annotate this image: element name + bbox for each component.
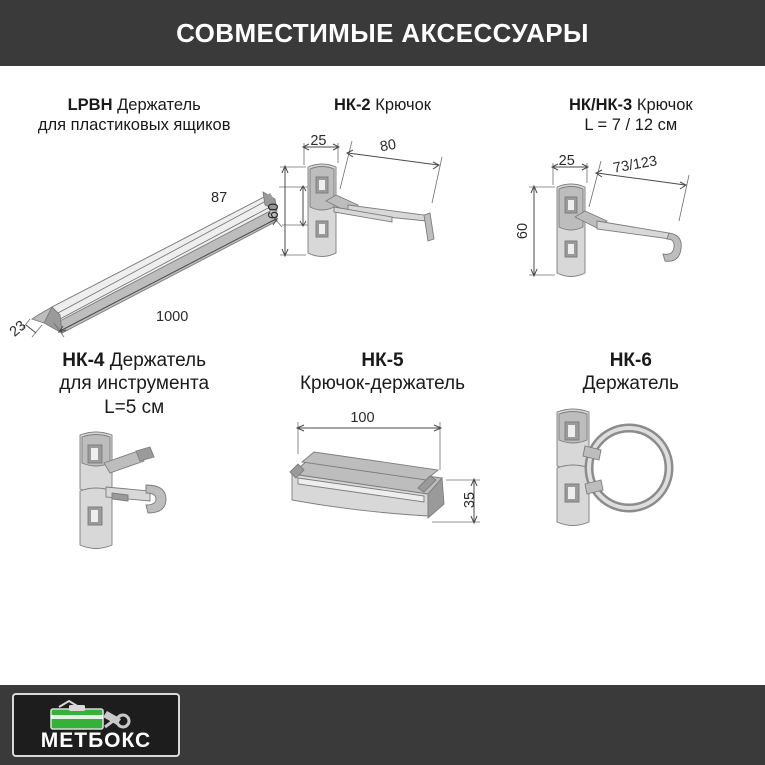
product-title-nk2 <box>334 95 431 115</box>
product-card-nk6 <box>507 349 755 594</box>
product-code: НК-2 <box>333 96 371 114</box>
product-title-nk4 <box>59 349 209 419</box>
dimension-nk3-width: 25 <box>558 153 575 170</box>
products-row-1 <box>6 95 755 341</box>
hook-plate <box>557 184 585 277</box>
product-code: LPBH <box>67 96 113 114</box>
product-title-nk6 <box>583 349 679 395</box>
product-card-nk5 <box>258 349 506 594</box>
product-illustration-nk3 <box>507 135 755 335</box>
dimension-lpbh-length: 1000 <box>156 309 189 326</box>
products-grid <box>0 69 765 594</box>
dimension-nk2-width: 25 <box>310 133 327 150</box>
dimension-nk2-reach: 80 <box>379 136 398 156</box>
product-title-lpbh <box>38 95 231 135</box>
dimension-nk5-height: 35 <box>462 491 479 508</box>
dimension-nk5-width: 100 <box>350 409 375 426</box>
product-name: Крючок-держатель <box>299 373 466 395</box>
product-card-nk2 <box>258 95 506 335</box>
holder-body <box>290 452 444 518</box>
hook-arm <box>326 195 434 241</box>
dimension-lpbh-height: 87 <box>211 190 228 207</box>
product-name: Крючок <box>636 96 693 114</box>
product-card-nk4 <box>10 349 258 594</box>
product-illustration-nk5 <box>258 396 506 571</box>
tool-holder <box>80 432 166 549</box>
product-subtitle-2: L=5 см <box>104 396 165 418</box>
brand-logo <box>12 693 180 757</box>
hook-arm-long <box>575 211 681 261</box>
product-code: НК-5 <box>361 350 404 372</box>
product-code: НК-6 <box>609 350 652 372</box>
page-title: СОВМЕСТИМЫЕ АКСЕССУАРЫ <box>176 17 589 48</box>
product-name: Держатель <box>117 96 201 114</box>
product-name: Крючок <box>375 96 432 114</box>
page-header <box>0 0 765 69</box>
rail-body <box>32 192 277 333</box>
product-illustration-nk6 <box>507 396 755 571</box>
product-name: Держатель <box>582 373 679 395</box>
hook-plate <box>308 164 336 257</box>
dimension-nk2-height: 60 <box>266 203 283 220</box>
product-code: НК/НК-3 <box>569 96 633 114</box>
products-row-2 <box>10 349 755 594</box>
product-subtitle: L = 7 / 12 см <box>584 116 678 135</box>
product-title-nk5 <box>300 349 465 395</box>
product-subtitle: для инструмента <box>59 373 210 395</box>
product-illustration-nk2 <box>258 115 506 315</box>
toolbox-icon <box>41 699 151 733</box>
product-card-lpbh <box>6 95 258 341</box>
page-footer <box>0 682 765 765</box>
product-illustration-nk4 <box>10 419 258 594</box>
product-title-nk3 <box>569 95 693 135</box>
dimension-lpbh-depth: 23 <box>6 317 30 341</box>
product-card-nk3 <box>507 95 755 335</box>
ring-holder <box>557 409 669 526</box>
product-code: НК-4 <box>62 350 105 372</box>
product-illustration-lpbh <box>6 135 258 341</box>
product-subtitle: для пластиковых ящиков <box>37 116 231 135</box>
brand-name: МЕТБОКС <box>40 729 152 752</box>
dimension-nk3-height: 60 <box>514 223 531 240</box>
dimension-nk3-reach: 73/123 <box>611 153 659 177</box>
product-name: Держатель <box>109 350 207 372</box>
